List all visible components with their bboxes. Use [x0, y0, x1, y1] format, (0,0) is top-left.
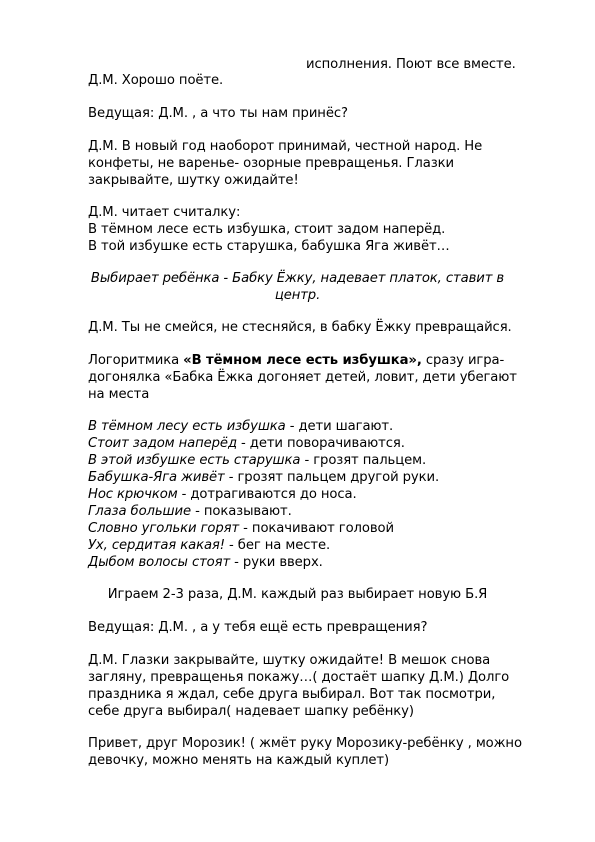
verse-action: - дети шагают.	[285, 419, 394, 434]
verse-text: Бабушка-Яга живёт	[88, 470, 225, 485]
stage-direction-line: центр.	[274, 288, 321, 303]
verse-action: - грозят пальцем другой руки.	[224, 470, 440, 485]
verse-line	[88, 435, 405, 452]
dm-speech-line: конфеты, не варенье- озорные превращенья. Глазки	[88, 156, 454, 171]
verse-text: В этой избушке есть старушка	[88, 453, 301, 468]
dm-transform-line: Д.М. Ты не смейся, не стесняйся, в бабку Ёжку превращайся.	[88, 320, 512, 335]
verse-action: - дети поворачиваются.	[236, 436, 405, 451]
verse-action: - руки вверх.	[230, 555, 323, 570]
verse-line	[88, 537, 330, 554]
verse-text: Дыбом волосы стоят	[88, 555, 231, 570]
dm-hat-line: Д.М. Глазки закрывайте, шутку ожидайте! В мешок снова	[88, 653, 491, 668]
greeting-line: Привет, друг Морозик! ( жмёт руку Морозику-ребёнку , можно	[88, 736, 522, 751]
verse-line	[88, 418, 393, 435]
verse-line	[88, 469, 439, 486]
verse-action: - бег на месте.	[224, 538, 331, 553]
dm-speech-line: закрывайте, шутку ожидайте!	[88, 173, 299, 188]
dm-hat-line: загляну, превращенья покажу…( достаёт шапку Д.М.) Долго	[88, 670, 510, 685]
logorhythmics-suffix: сразу игра-	[421, 353, 505, 368]
dm-hat-line: праздника я ждал, себе друга выбирал. Вот так посмотри,	[88, 687, 496, 702]
verse-text: В тёмном лесу есть избушка	[88, 419, 286, 434]
verse-action: - грозят пальцем.	[300, 453, 427, 468]
greeting-line: девочку, можно менять на каждый куплет)	[88, 753, 390, 768]
verse-action: - показывают.	[191, 504, 292, 519]
verse-text: Глаза большие	[88, 504, 191, 519]
dm-line-singing: Д.М. Хорошо поёте.	[88, 73, 224, 88]
verse-text: Стоит задом наперёд	[88, 436, 237, 451]
logorhythmics-prefix: Логоритмика	[88, 353, 184, 368]
logorhythmics-line: догонялка «Бабка Ёжка догоняет детей, ловит, дети убегают	[88, 370, 517, 385]
dm-hat-line: себе друга выбирал( надевает шапку ребёнку)	[88, 704, 414, 719]
verse-line	[88, 520, 394, 537]
verse-text: Словно угольки горят	[88, 521, 240, 536]
verse-line	[88, 452, 426, 469]
verse-line	[88, 486, 357, 503]
verse-text: Нос крючком	[88, 487, 178, 502]
verse-text: Ух, сердитая какая!	[88, 538, 225, 553]
verse-action: - дотрагиваются до носа.	[177, 487, 357, 502]
continuation-line: исполнения. Поют все вместе.	[306, 57, 516, 72]
verse-action: - покачивают головой	[239, 521, 394, 536]
counting-rhyme-line: Д.М. читает считалку:	[88, 205, 241, 220]
verse-line	[88, 554, 323, 571]
counting-rhyme-line: В тёмном лесе есть избушка, стоит задом наперёд.	[88, 222, 446, 237]
counting-rhyme-line: В той избушке есть старушка, бабушка Яга живёт…	[88, 239, 450, 254]
dm-speech-line: Д.М. В новый год наоборот принимай, честной народ. Не	[88, 139, 483, 154]
logorhythmics-line	[88, 352, 504, 369]
logorhythmics-line: на места	[88, 387, 150, 402]
game-repeat-line: Играем 2-3 раза, Д.М. каждый раз выбирает новую Б.Я	[107, 587, 488, 602]
stage-direction-line: Выбирает ребёнка - Бабку Ёжку, надевает платок, ставит в	[90, 271, 505, 286]
verse-line	[88, 503, 292, 520]
logorhythmics-title: «В тёмном лесе есть избушка»,	[183, 353, 422, 368]
host-question-line: Ведущая: Д.М. , а что ты нам принёс?	[88, 106, 348, 121]
host-question-line-2: Ведущая: Д.М. , а у тебя ещё есть превращения?	[88, 620, 428, 635]
